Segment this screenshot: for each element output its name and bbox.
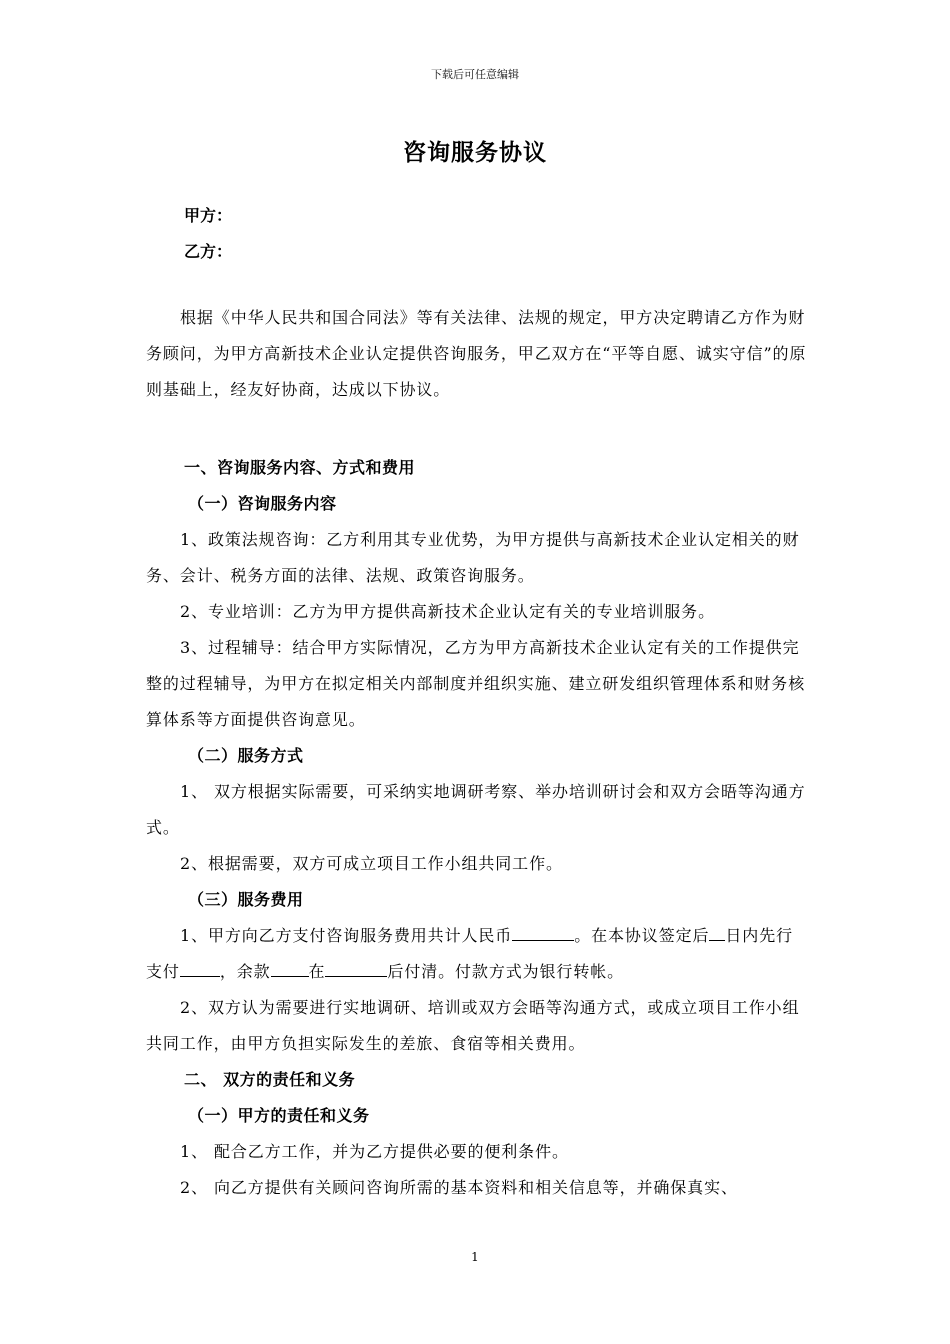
section-1-sub-2-heading: （二）服务方式: [188, 746, 304, 765]
party-a-label: 甲方：: [184, 206, 233, 225]
fee-text-5: 在: [308, 962, 326, 981]
clause-2-1-2: 2、 向乙方提供有关顾问咨询所需的基本资料和相关信息等，并确保真实、: [180, 1178, 738, 1197]
clause-2-1-1: 1、 配合乙方工作，并为乙方提供必要的便利条件。: [180, 1142, 569, 1161]
fee-text-1: 1、甲方向乙方支付咨询服务费用共计人民币: [180, 926, 513, 945]
clause-1-3-1: [146, 918, 808, 990]
section-1-sub-1-heading: （一）咨询服务内容: [188, 494, 337, 513]
clause-1-1-1: 1、政策法规咨询：乙方利用其专业优势，为甲方提供与高新技术企业认定相关的财务、会计、税务方面的法律、法规、政策咨询服务。: [146, 530, 800, 585]
section-1-heading: 一、咨询服务内容、方式和费用: [184, 458, 416, 477]
advance-amount-blank[interactable]: [180, 962, 220, 977]
fee-text-6: 后付清。付款方式为银行转帐。: [387, 962, 625, 981]
section-2-heading: 二、 双方的责任和义务: [184, 1070, 356, 1089]
fee-text-4: ，余款: [219, 962, 271, 981]
header-note: 下载后可任意编辑: [431, 68, 519, 81]
section-1: [146, 450, 808, 1206]
clause-1-2-2: 2、根据需要，双方可成立项目工作小组共同工作。: [180, 854, 563, 873]
fee-amount-blank[interactable]: [512, 926, 574, 941]
document-title: 咨询服务协议: [403, 140, 547, 166]
balance-date-blank[interactable]: [325, 962, 387, 977]
party-b-label: 乙方：: [184, 242, 233, 261]
clause-1-3-2: 2、双方认为需要进行实地调研、培训或双方会晤等沟通方式，或成立项目工作小组共同工作，由甲方负担实际发生的差旅、食宿等相关费用。: [146, 998, 800, 1053]
section-2-sub-1-heading: （一）甲方的责任和义务: [188, 1106, 370, 1125]
fee-text-3: 日内先行支付: [146, 926, 793, 981]
clause-1-1-3: 3、过程辅导：结合甲方实际情况，乙方为甲方高新技术企业认定有关的工作提供完整的过程辅导，为甲方在拟定相关内部制度并组织实施、建立研发组织管理体系和财务核算体系等方面提供咨询意见。: [146, 638, 806, 729]
balance-amount-blank[interactable]: [271, 962, 309, 977]
section-1-sub-3-heading: （三）服务费用: [188, 890, 304, 909]
intro-section: [146, 300, 808, 408]
page-number: 1: [471, 1250, 479, 1264]
fee-text-2: 。在本协议签定后: [574, 926, 710, 945]
clause-1-1-2: 2、专业培训：乙方为甲方提供高新技术企业认定有关的专业培训服务。: [180, 602, 715, 621]
intro-paragraph: 根据《中华人民共和国合同法》等有关法律、法规的规定，甲方决定聘请乙方作为财务顾问，为甲方高新技术企业认定提供咨询服务，甲乙双方在“平等自愿、诚实守信”的原则基础上，经友好协商，达成以下协议。: [146, 308, 807, 399]
days-blank[interactable]: [709, 926, 725, 941]
clause-1-2-1: 1、 双方根据实际需要，可采纳实地调研考察、举办培训研讨会和双方会晤等沟通方式。: [146, 782, 806, 837]
